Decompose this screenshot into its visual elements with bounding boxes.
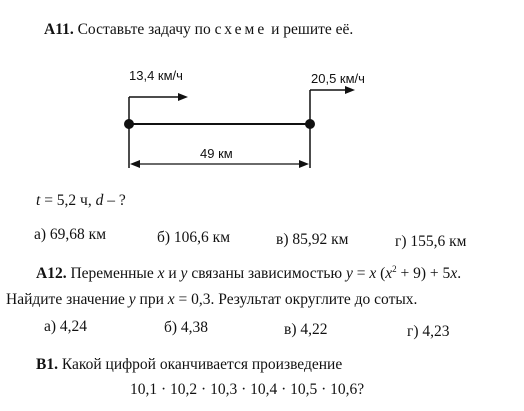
b1-product: 10,1 · 10,2 · 10,3 · 10,4 · 10,5 · 10,6?	[130, 381, 365, 398]
b1-text: Какой цифрой оканчивается произведение	[61, 356, 343, 373]
given-d-var: d	[95, 192, 104, 209]
distance-label: 49 км	[200, 146, 233, 161]
eq-y: y	[345, 265, 353, 282]
eq-x-outer: x	[450, 265, 458, 282]
end-point-dot	[305, 119, 315, 129]
a12-text-b: связаны зависимостью	[191, 265, 343, 282]
a11-given	[36, 193, 126, 209]
left-arrowhead-icon	[178, 93, 188, 101]
a12-at: при	[139, 291, 164, 308]
b1-question	[36, 357, 342, 373]
right-speed-label: 20,5 км/ч	[311, 71, 365, 86]
a11-option-v: в) 85,92 км	[276, 231, 349, 248]
a11-text-a: Составьте задачу по	[77, 21, 211, 38]
a12-rounding: = 0,3. Результат округлите до сотых.	[178, 291, 418, 308]
distance-right-arrowhead-icon	[299, 160, 309, 168]
a12-option-v: в) 4,22	[284, 321, 328, 338]
var-y: y	[180, 265, 188, 282]
line2-y: y	[128, 291, 136, 308]
eq-square: 2	[392, 264, 397, 274]
a11-number: А11.	[44, 21, 74, 38]
a12-line-2	[6, 292, 417, 308]
line2-x: x	[167, 291, 175, 308]
given-t-value: = 5,2 ч,	[44, 192, 92, 209]
eq-x: x	[369, 265, 377, 282]
a11-text-c: и решите её.	[271, 21, 354, 38]
a12-find-value: Найдите значение	[6, 291, 125, 308]
a12-line-1	[36, 266, 461, 282]
right-arrowhead-icon	[345, 86, 355, 94]
a12-and: и	[168, 265, 177, 282]
eq-equals: =	[356, 265, 366, 282]
left-speed-label: 13,4 км/ч	[129, 68, 183, 83]
a12-option-a: а) 4,24	[44, 318, 88, 335]
a12-option-g: г) 4,23	[407, 323, 450, 340]
given-question: – ?	[107, 192, 126, 209]
a11-text-b: схеме	[214, 21, 268, 38]
a11-option-a: а) 69,68 км	[34, 226, 107, 243]
var-x: x	[157, 265, 165, 282]
eq-open-paren: (	[380, 265, 386, 282]
a12-number: А12.	[36, 265, 67, 282]
eq-plus-nine: + 9) + 5	[400, 265, 451, 282]
a12-option-b: б) 4,38	[164, 319, 209, 336]
distance-left-arrowhead-icon	[130, 160, 140, 168]
given-t-var: t	[36, 192, 41, 209]
a12-text-a: Переменные	[70, 265, 154, 282]
eq-end: .	[457, 265, 462, 282]
b1-number: В1.	[36, 356, 58, 373]
a11-option-g: г) 155,6 км	[395, 233, 467, 250]
a11-option-b: б) 106,6 км	[157, 229, 231, 246]
start-point-dot	[124, 119, 134, 129]
eq-x-inner: x	[385, 265, 393, 282]
a12-equation	[346, 265, 461, 282]
